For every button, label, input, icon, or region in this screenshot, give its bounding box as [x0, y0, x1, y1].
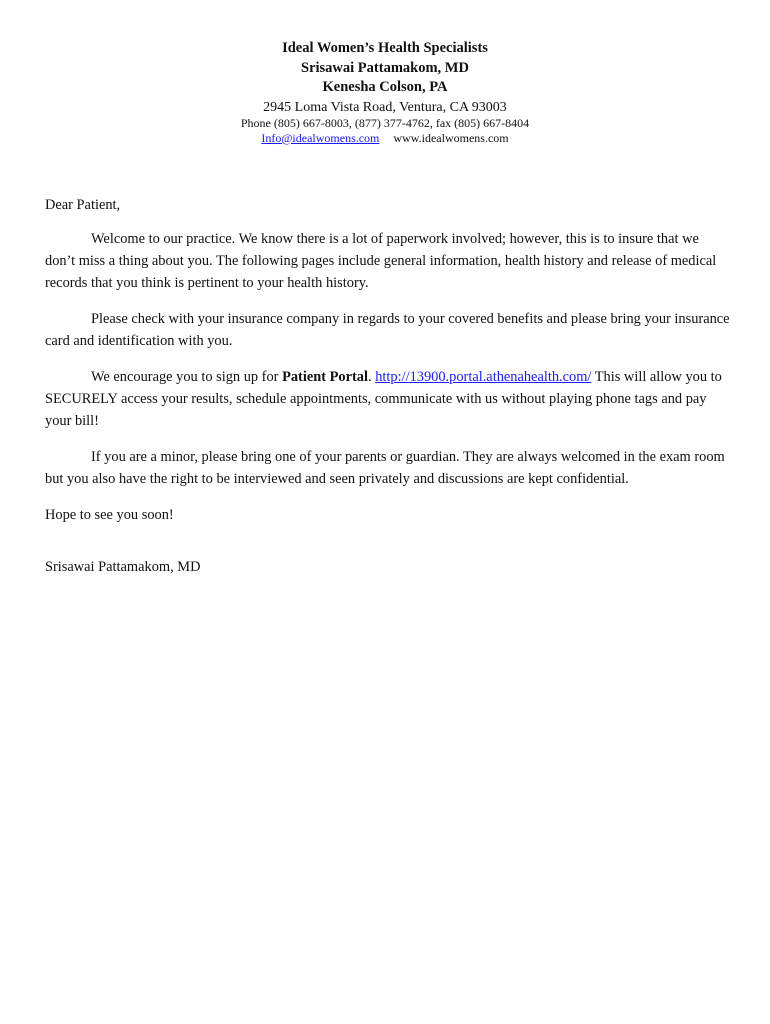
doctor-name: Srisawai Pattamakom, MD	[301, 59, 469, 76]
contact-line	[0, 131, 770, 146]
email-link[interactable]: Info@idealwomens.com	[261, 130, 380, 145]
portal-text-pre: We encourage you to sign up for	[91, 369, 283, 385]
patient-portal-label: Patient Portal	[282, 369, 368, 385]
letter-body	[45, 194, 731, 578]
pa-name: Kenesha Colson, PA	[322, 79, 448, 95]
signature: Srisawai Pattamakom, MD	[45, 559, 201, 575]
practice-name: Ideal Women’s Health Specialists	[282, 40, 488, 56]
insurance-paragraph: Please check with your insurance company in regards to your covered benefits and please bring your insurance card and identification with you.	[45, 311, 730, 349]
website-text: www.idealwomens.com	[393, 130, 509, 145]
minor-paragraph: If you are a minor, please bring one of your parents or guardian. They are always welcomed in the exam room but you also have the right to be interviewed and seen privately and discussions are kept confidential.	[45, 449, 725, 487]
practice-address: 2945 Loma Vista Road, Ventura, CA 93003	[263, 99, 507, 115]
salutation: Dear Patient,	[45, 197, 121, 213]
welcome-paragraph: Welcome to our practice. We know there is a lot of paperwork involved; however, this is to insure that we don’t miss a thing about you. The following pages include general information, health history and release of medical records that you think is pertinent to your health history.	[45, 231, 717, 291]
closing-line: Hope to see you soon!	[45, 507, 174, 523]
portal-paragraph	[45, 366, 731, 432]
portal-text-mid: .	[367, 369, 376, 385]
phone-fax-line: Phone (805) 667-8003, (877) 377-4762, fax (805) 667-8404	[240, 115, 530, 130]
patient-portal-link[interactable]: http://13900.portal.athenahealth.com/	[375, 369, 592, 385]
portal-text-post: This will allow you to SECURELY access your results, schedule appointments, communicate with us without playing phone tags and pay your bill!	[45, 369, 722, 429]
letterhead	[0, 39, 770, 146]
